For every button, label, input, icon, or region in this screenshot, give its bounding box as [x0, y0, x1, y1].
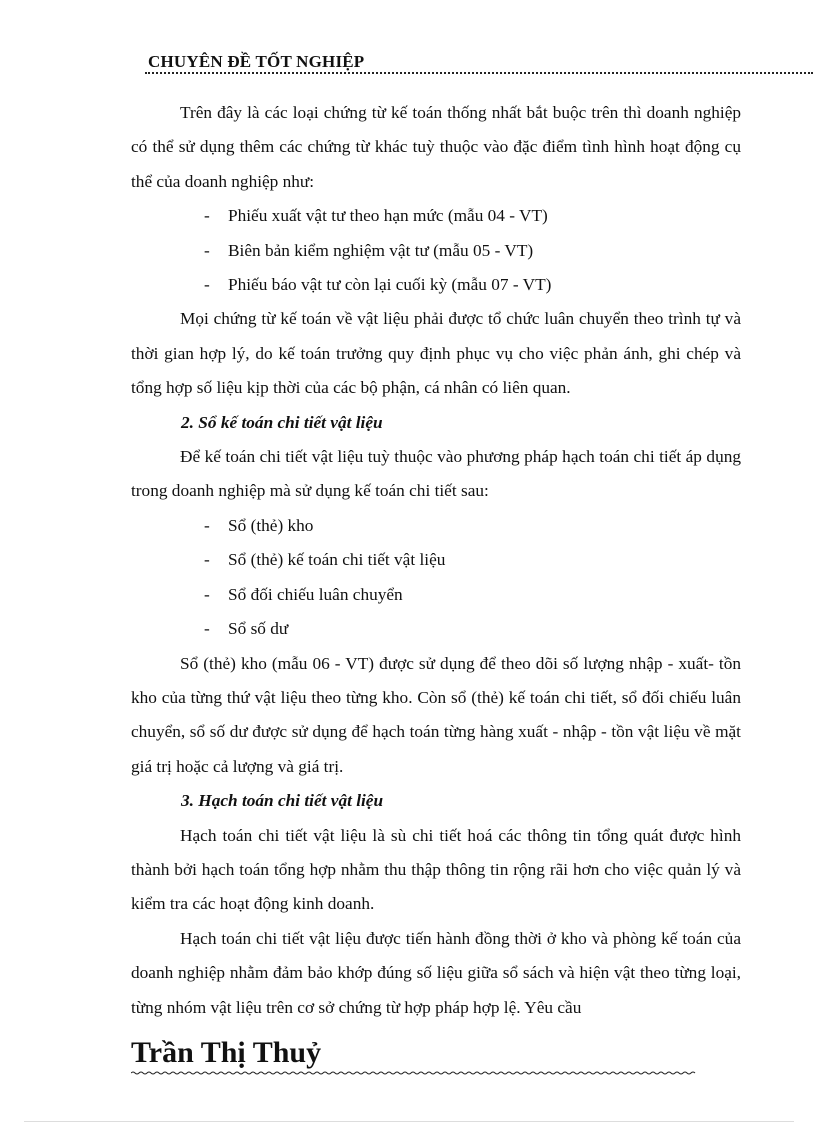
- paragraph-3: Để kế toán chi tiết vật liệu tuỳ thuộc vào phương pháp hạch toán chi tiết áp dụng trong doanh nghiệp mà sử dụng kế toán chi tiết sau:: [131, 447, 741, 501]
- section-heading-2: 2. Sổ kế toán chi tiết vật liệu: [181, 412, 383, 432]
- list-item-text: Sổ đối chiếu luân chuyển: [228, 584, 403, 604]
- list-dash: -: [204, 206, 210, 226]
- list-item: [131, 509, 741, 543]
- page-header-title: CHUYÊN ĐỀ TỐT NGHIỆP: [148, 52, 365, 71]
- list-item: [131, 612, 741, 646]
- ledger-list: [131, 509, 741, 647]
- list-item: [131, 199, 741, 233]
- header-dotted-rule: [145, 72, 813, 74]
- voucher-list: [131, 199, 741, 302]
- paragraph-2: Mọi chứng từ kế toán về vật liệu phải được tổ chức luân chuyển theo trình tự và thời gian hợp lý, do kế toán trưởng quy định phục vụ cho việc phản ánh, ghi chép và tổng hợp số liệu kịp thời của các bộ phận, cá nhân có liên quan.: [131, 309, 741, 398]
- paragraph-6: Hạch toán chi tiết vật liệu được tiến hành đồng thời ở kho và phòng kế toán của doanh nghiệp nhằm đảm bảo khớp đúng số liệu giữa sổ sách và hiện vật theo từng loại, từng nhóm vật liệu trên cơ sở chứng từ hợp pháp hợp lệ. Yêu cầu: [131, 928, 741, 1017]
- list-item: [131, 578, 741, 612]
- list-item: [131, 234, 741, 268]
- list-dash: -: [204, 515, 210, 535]
- list-item: [131, 543, 741, 577]
- list-dash: -: [204, 275, 210, 295]
- paragraph-5: Hạch toán chi tiết vật liệu là sù chi tiết hoá các thông tin tổng quát được hình thành bởi hạch toán tổng hợp nhằm thu thập thông tin rộng rãi hơn cho việc quản lý và kiểm tra các hoạt động kinh doanh.: [131, 825, 741, 914]
- footer-wavy-rule: [131, 1071, 697, 1075]
- list-dash: -: [204, 584, 210, 604]
- list-dash: -: [204, 550, 210, 570]
- document-body: [131, 96, 741, 1025]
- list-item-text: Phiếu báo vật tư còn lại cuối kỳ (mẫu 07 - VT): [228, 275, 552, 295]
- list-dash: -: [204, 240, 210, 260]
- footer-author-name: Trần Thị Thuỷ: [131, 1036, 322, 1069]
- list-item-text: Sổ (thẻ) kế toán chi tiết vật liệu: [228, 550, 446, 570]
- list-item-text: Phiếu xuất vật tư theo hạn mức (mẫu 04 - VT): [228, 206, 548, 226]
- list-item-text: Sổ số dư: [228, 619, 289, 639]
- section-heading-3: 3. Hạch toán chi tiết vật liệu: [181, 791, 384, 811]
- page-bottom-divider: [24, 1121, 794, 1122]
- list-dash: -: [204, 619, 210, 639]
- list-item-text: Sổ (thẻ) kho: [228, 515, 314, 535]
- list-item: [131, 268, 741, 302]
- list-item-text: Biên bản kiểm nghiệm vật tư (mẫu 05 - VT): [228, 240, 534, 260]
- paragraph-1: Trên đây là các loại chứng từ kế toán thống nhất bắt buộc trên thì doanh nghiệp có thể sử dụng thêm các chứng từ khác tuỳ thuộc vào đặc điểm tình hình hoạt động cụ thể của doanh nghiệp như:: [131, 103, 741, 191]
- paragraph-4: Sổ (thẻ) kho (mẫu 06 - VT) được sử dụng để theo dõi số lượng nhập - xuất- tồn kho của từng thứ vật liệu theo từng kho. Còn sổ (thẻ) kế toán chi tiết, sổ đối chiếu luân chuyển, sổ số dư được sử dụng để hạch toán từng hàng xuất - nhập - tồn vật liệu về mặt giá trị hoặc cả lượng và giá trị.: [131, 653, 741, 776]
